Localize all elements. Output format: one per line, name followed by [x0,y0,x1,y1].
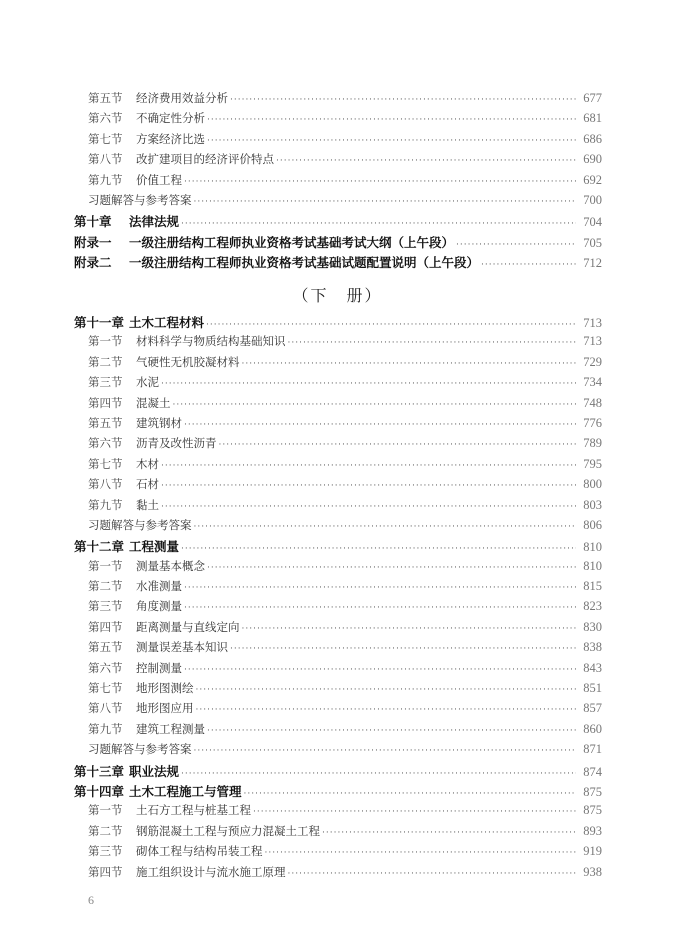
entry-page-number: 705 [583,235,602,250]
entry-number: 第七节 [88,681,123,696]
entry-title: 不确定性分析 [136,111,205,126]
entry-title: 一级注册结构工程师执业资格考试基础试题配置说明（上午段） [129,255,480,271]
entry-number: 第五节 [88,640,123,655]
toc-section-entry[interactable] [74,395,602,415]
entry-number: 第三节 [88,844,123,859]
dot-leader [207,115,576,125]
entry-page-number: 690 [583,152,602,167]
entry-title: 距离测量与直线定向 [136,619,240,634]
toc-chapter-entry[interactable] [74,233,602,253]
entry-title: 建筑钢材 [136,415,182,430]
entry-number: 第六节 [88,111,123,126]
entry-number: 第四节 [88,619,123,634]
dot-leader [207,726,576,736]
entry-page-number: 713 [583,316,602,330]
entry-page-number: 677 [583,91,602,105]
dot-leader [481,260,576,270]
entry-page-number: 810 [583,540,602,555]
entry-number: 第二节 [88,823,123,838]
entry-title: 水泥 [136,375,159,390]
dot-leader [288,338,577,348]
entry-number: 第一节 [88,558,123,573]
entry-page-number: 692 [583,172,602,187]
toc-chapter-entry[interactable] [74,762,602,782]
dot-leader [161,379,576,389]
toc-section-entry[interactable] [74,151,602,171]
entry-title: 测量基本概念 [136,558,205,573]
toc-section-entry[interactable] [74,598,602,618]
toc-lower [74,313,602,884]
toc-section-entry[interactable] [74,476,602,496]
entry-title: 砌体工程与结构吊装工程 [136,844,263,859]
dot-leader [207,563,576,573]
dot-leader [184,665,576,675]
entry-title: 习题解答与参考答案 [88,742,192,757]
entry-number: 第二节 [88,354,123,369]
dot-leader [265,848,577,858]
entry-title: 水准测量 [136,579,182,594]
toc-answers-entry[interactable] [74,517,602,537]
dot-leader [206,320,576,330]
dot-leader [181,769,576,779]
toc-section-entry[interactable] [74,374,602,394]
entry-page-number: 748 [583,395,602,410]
toc-chapter-entry[interactable] [74,212,602,232]
entry-page-number: 815 [583,579,602,594]
entry-title: 习题解答与参考答案 [88,517,192,532]
dot-leader [194,522,577,532]
toc-section-entry[interactable] [74,802,602,822]
entry-title: 材料科学与物质结构基础知识 [136,334,286,349]
entry-page-number: 681 [583,111,602,126]
entry-title: 地形图测绘 [136,681,194,696]
entry-page-number: 810 [583,558,602,573]
entry-number: 第一节 [88,803,123,818]
entry-title: 木材 [136,456,159,471]
entry-page-number: 806 [583,517,602,532]
dot-leader [196,705,577,715]
entry-page-number: 875 [583,803,602,818]
dot-leader [161,461,576,471]
entry-page-number: 800 [583,477,602,492]
dot-leader [194,746,577,756]
entry-title: 混凝土 [136,395,171,410]
entry-number: 第三节 [88,375,123,390]
dot-leader [207,136,576,146]
entry-page-number: 857 [583,701,602,716]
toc-section-entry[interactable] [74,172,602,192]
entry-number: 第六节 [88,660,123,675]
dot-leader [288,869,577,879]
toc-section-entry[interactable] [74,578,602,598]
entry-number: 第八节 [88,152,123,167]
entry-title: 黏土 [136,497,159,512]
dot-leader [161,481,576,491]
dot-leader [196,685,577,695]
toc-section-entry[interactable] [74,660,602,680]
entry-number: 第七节 [88,456,123,471]
dot-leader [161,502,576,512]
entry-page-number: 875 [583,784,602,799]
entry-number: 第八节 [88,701,123,716]
toc-section-entry[interactable] [74,333,602,353]
toc-answers-entry[interactable] [74,192,602,212]
entry-number: 第二节 [88,579,123,594]
toc-answers-entry[interactable] [74,741,602,761]
dot-leader [322,828,576,838]
entry-title: 石材 [136,477,159,492]
entry-page-number: 830 [583,619,602,634]
entry-page-number: 938 [583,864,602,879]
entry-number: 第四节 [88,864,123,879]
dot-leader [173,400,577,410]
toc-chapter-entry[interactable] [74,782,602,802]
toc-section-entry[interactable] [74,90,602,110]
entry-page-number: 874 [583,764,602,779]
dot-leader [219,440,577,450]
dot-leader [184,603,576,613]
entry-title: 一级注册结构工程师执业资格考试基础考试大纲（上午段） [129,234,455,250]
entry-title: 土石方工程与桩基工程 [136,803,251,818]
entry-title: 气硬性无机胶凝材料 [136,354,240,369]
dot-leader [181,544,576,554]
entry-number: 第十三章 [74,763,125,779]
entry-title: 习题解答与参考答案 [88,192,192,207]
entry-page-number: 734 [583,375,602,390]
entry-page-number: 843 [583,660,602,675]
entry-number: 第九节 [88,172,123,187]
entry-title: 土木工程施工与管理 [129,783,242,799]
toc-section-entry[interactable] [74,497,602,517]
toc-section-entry[interactable] [74,131,602,151]
toc-section-entry[interactable] [74,843,602,863]
toc-section-entry[interactable] [74,864,602,884]
toc-section-entry[interactable] [74,354,602,374]
entry-page-number: 803 [583,497,602,512]
entry-page-number: 893 [583,823,602,838]
entry-number: 第十四章 [74,783,125,799]
entry-page-number: 789 [583,436,602,451]
entry-page-number: 713 [583,334,602,349]
entry-number: 第九节 [88,497,123,512]
entry-title: 钢筋混凝土工程与预应力混凝土工程 [136,823,320,838]
entry-title: 改扩建项目的经济评价特点 [136,152,274,167]
entry-page-number: 838 [583,640,602,655]
entry-number: 附录一 [74,234,112,250]
toc-section-entry[interactable] [74,823,602,843]
toc-section-entry[interactable] [74,680,602,700]
entry-number: 第五节 [88,91,123,105]
entry-title: 建筑工程测量 [136,721,205,736]
entry-page-number: 729 [583,354,602,369]
dot-leader [194,197,577,207]
dot-leader [242,359,577,369]
toc-chapter-entry[interactable] [74,253,602,273]
entry-title: 价值工程 [136,172,182,187]
entry-page-number: 795 [583,456,602,471]
toc-section-entry[interactable] [74,415,602,435]
entry-title: 测量误差基本知识 [136,640,228,655]
entry-number: 第十二章 [74,539,125,555]
entry-page-number: 704 [583,215,602,230]
entry-number: 第十一章 [74,315,125,330]
entry-title: 控制测量 [136,660,182,675]
volume-heading: （下 册） [292,286,383,305]
entry-title: 方案经济比选 [136,131,205,146]
dot-leader [184,177,576,187]
toc-section-entry[interactable] [74,558,602,578]
entry-number: 第三节 [88,599,123,614]
toc-chapter-entry[interactable] [74,313,602,333]
entry-number: 第十章 [74,214,112,230]
toc-section-entry[interactable] [74,721,602,741]
entry-title: 施工组织设计与流水施工原理 [136,864,286,879]
toc-upper [74,90,602,274]
entry-page-number: 712 [583,256,602,271]
entry-page-number: 686 [583,131,602,146]
entry-page-number: 776 [583,415,602,430]
entry-page-number: 700 [583,192,602,207]
entry-page-number: 851 [583,681,602,696]
entry-title: 工程测量 [129,539,180,555]
entry-page-number: 919 [583,844,602,859]
dot-leader [244,789,576,799]
dot-leader [181,219,576,229]
page-number: 6 [88,893,94,907]
dot-leader [242,624,577,634]
toc-section-entry[interactable] [74,110,602,130]
entry-title: 法律法规 [129,214,180,230]
entry-number: 第五节 [88,415,123,430]
entry-title: 经济费用效益分析 [136,91,228,105]
dot-leader [184,420,576,430]
dot-leader [230,644,576,654]
toc-section-entry[interactable] [74,435,602,455]
entry-title: 地形图应用 [136,701,194,716]
entry-page-number: 871 [583,742,602,757]
dot-leader [456,240,576,250]
toc-section-entry[interactable] [74,639,602,659]
entry-number: 第九节 [88,721,123,736]
toc-section-entry[interactable] [74,700,602,720]
dot-leader [184,583,576,593]
dot-leader [253,807,576,817]
toc-section-entry[interactable] [74,456,602,476]
entry-page-number: 860 [583,721,602,736]
entry-title: 职业法规 [129,763,180,779]
entry-number: 第六节 [88,436,123,451]
entry-page-number: 823 [583,599,602,614]
toc-section-entry[interactable] [74,619,602,639]
entry-title: 角度测量 [136,599,182,614]
toc-chapter-entry[interactable] [74,537,602,557]
entry-title: 土木工程材料 [129,315,205,330]
entry-number: 第八节 [88,477,123,492]
entry-number: 附录二 [74,255,112,271]
entry-title: 沥青及改性沥青 [136,436,217,451]
dot-leader [230,95,576,105]
entry-number: 第七节 [88,131,123,146]
entry-number: 第一节 [88,334,123,349]
entry-number: 第四节 [88,395,123,410]
dot-leader [276,156,576,166]
